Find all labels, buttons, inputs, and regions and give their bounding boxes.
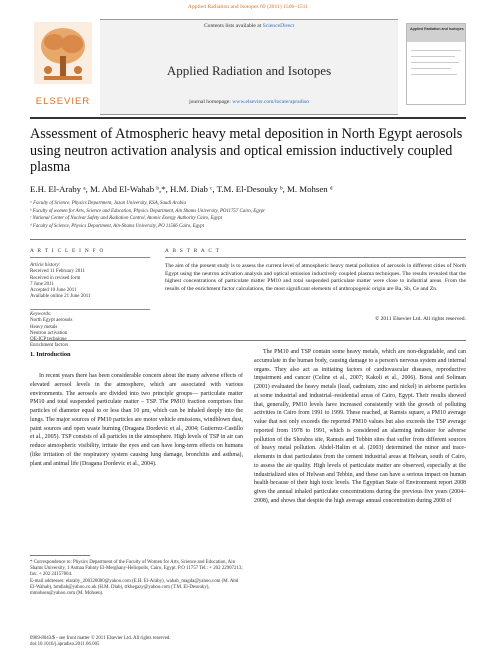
abstract-text: The aim of the present study is to assess the current level of atmospheric heavy metal pollution of aerosols in different cities of North Egypt using the neutron activation analysis and optical emission inductively coupled plasma techniques. The results revealed that the highest concentrations of particulate matter PM10 and total suspended particulate matter were close to industrial areas. From the results of the enrichment factor calculations, the most significant elements of anthropogenic origin are Ba, Sb, Ce and Zn. — [165, 263, 466, 292]
affiliation: ᶜ National Center of Nuclear Safety and Radiation Control, Atomic Energy Authority Cairo, Egypt — [30, 216, 222, 221]
affiliation: ᵈ Faculty of Science, Physics Department, Ain-Shams University, PO 11566 Cairo, Egypt — [30, 223, 205, 229]
sciencedirect-link[interactable]: ScienceDirect — [262, 23, 295, 29]
keyword: Neutron activation — [30, 330, 68, 336]
copyright-notice: © 2011 Elsevier Ltd. All rights reserved. — [374, 316, 466, 322]
homepage-prefix: journal homepage: — [189, 99, 233, 105]
doi-line[interactable]: doi:10.1016/j.apradiso.2011.06.005 — [30, 642, 100, 648]
history-label: Article history: — [30, 263, 61, 268]
history-item: 7 June 2011 — [30, 281, 54, 287]
author-list: E.H. El-Araby ᵃ, M. Abd El-Wahab ᵇ,*, H.M. Diab ᶜ, T.M. El-Desouky ᵇ, M. Mohsen ᵈ — [30, 184, 333, 194]
homepage-link[interactable]: www.elsevier.com/locate/apradiso — [232, 99, 309, 105]
journal-reference[interactable]: Applied Radiation and Isotopes 69 (2011) 1506–1511 — [187, 4, 309, 10]
keywords — [30, 312, 150, 350]
body-rule — [30, 340, 466, 341]
body-column-left — [30, 372, 243, 468]
contents-line — [100, 23, 398, 29]
abstract-rule — [165, 257, 466, 258]
contents-prefix: Contents lists available at — [203, 23, 263, 29]
article-info-heading: A R T I C L E I N F O — [30, 248, 105, 254]
body-paragraph: The PM10 and TSP contain some heavy metals, which are non-degradable, and can accumulate in the human body, causing damage to a person's nervous system and internal organs. They also act as initiating factors of cardiovascular diseases, reproductive impairment and cancer (Celine et al., 2007; Kakoli et al., 2006). Borai and Soliman (2001) evaluated the heavy metals (lead, cadmium, zinc and nickel) in airborne particles at some industrial and industrial–residential areas of Cairo, Egypt. Their results showed that, generally, PM10 levels have increased consistently with the growth of polluting activities in Cairo from 1991 to 1999. These reached, at Ramsis square, a PM10 average value that not only exceeds the reported PM10 values but also exceeds the TSP average reported from 1978 to 1991, which is considered an alarming indicator for adverse pollution of the Shoubra site, Ramsis and Tebbin sites that suffer from different sources of heavy metal pollution. Abdel-Halim et al. (2003) determined the minor and trace-elements in dust particulates from the cement industrial areas at Helwan, south of Cairo, to assess the air quality. High levels of particulate matter are observed, especially at the industrialized sites of Helwan and Tebbin, and these can have a serious impact on human health because of their high toxic levels. The Egyptian State of Environment report 2008 gives the annual inhaled particulate concentrations during the previous five years (2004–2008), and shows that despite the high average annual concentration during 2008 of — [254, 349, 466, 504]
corresponding-author-note: * Correspondence to: Physics Department of the Faculty of Women for Arts, Science and Education, Ain Shams University, 1 Asmaa Fahmy El-Merghany-Heliopolis, Cairo, Egypt. P.O 11757 Tel.: + 202 22907213; fax: + 202 24157804. — [30, 560, 243, 578]
history-item: Accepted 10 June 2011 — [30, 288, 77, 294]
issn-doi — [30, 636, 243, 648]
body-column-right — [254, 348, 466, 506]
journal-cover-thumbnail[interactable] — [406, 23, 466, 105]
affiliation: ᵇ Faculty of women for Arts, Science and Education, Physics Department, Ain Shams University, PO11757 Cairo, Egypt — [30, 208, 265, 214]
footnote — [30, 560, 243, 597]
affiliation: ᵃ Faculty of Science, Physics Department, Jazan University, KSA, Saudi Arabia — [30, 201, 186, 206]
title-rule — [30, 117, 466, 119]
journal-title: Applied Radiation and Isotopes — [166, 63, 332, 78]
article-title: Assessment of Atmospheric heavy metal deposition in North Egypt aerosols using neutron activation analysis and optical emission inductively coupled plasma — [30, 126, 463, 175]
cover-line — [411, 56, 455, 57]
body-paragraph: In recent years there has been considerable concern about the many adverse effects of elevated aerosol levels in the atmosphere, which are associated with various environments. The aerosols are divided into two principle groups— particulate matter PM10 and total suspended particulate matter – TSP. The PM10 fraction comprises fine particles of diameter equal to or less than 10 µm, which can be inhaled deeply into the lungs. The major sources of PM10 particles are motor vehicle emissions, windblown dust, paint sources and open waste burning (Dragana Dordevic et al., 2004; Gutierrez-Castillo et al., 2005). TSP consists of all particles in the atmosphere. High levels of TSP in air can reduce atmospheric visibility, irritate the eyes and can have long-term effects on humans (like irritation of the respiratory system causing lung damage, bronchitis and asthma), plant and animal life (Dragana Dordevic et al., 2004). — [30, 373, 243, 467]
cover-line — [411, 74, 457, 75]
history-item: Available online 21 June 2011 — [30, 294, 91, 300]
abstract-heading: A B S T R A C T — [165, 248, 221, 254]
footnote-rule — [30, 555, 90, 556]
keywords-label: Keywords: — [30, 312, 52, 317]
cover-line — [411, 68, 451, 69]
keyword: Heavy metals — [30, 324, 58, 330]
keyword: Enrichment factors — [30, 343, 69, 349]
section-rule — [30, 239, 466, 240]
cover-line — [411, 50, 461, 51]
history-item: Received in revised form — [30, 275, 81, 281]
section-heading-introduction: 1. Introduction — [30, 351, 71, 358]
cover-line — [411, 62, 459, 63]
email-addresses[interactable]: E-mail addresses: elaraby_200320000@yahoo.com (E.H. El-Araby), wahab_magda@yahoo.com (M. Abd El-Wahab), hmdiab@yahoo.co.uk (H.M. Diab), trkhegazy@yahoo.com (T.M. El-Desouky), mmohsen@yahoo.com (M. Mohsen). — [30, 578, 239, 597]
keyword: North Egypt aerosols — [30, 318, 73, 324]
keywords-rule — [30, 309, 150, 310]
affiliations — [30, 200, 470, 230]
history-item: Received 11 February 2011 — [30, 269, 86, 275]
cover-title: Applied Radiation and Isotopes — [410, 27, 464, 31]
issn-line: 0969-8043/$ - see front matter © 2011 Elsevier Ltd. All rights reserved. — [30, 636, 171, 641]
article-info-rule — [30, 257, 150, 258]
publisher-name: ELSEVIER — [35, 96, 91, 107]
article-history — [30, 263, 150, 301]
elsevier-tree-logo — [34, 22, 92, 84]
homepage-line — [100, 99, 398, 105]
